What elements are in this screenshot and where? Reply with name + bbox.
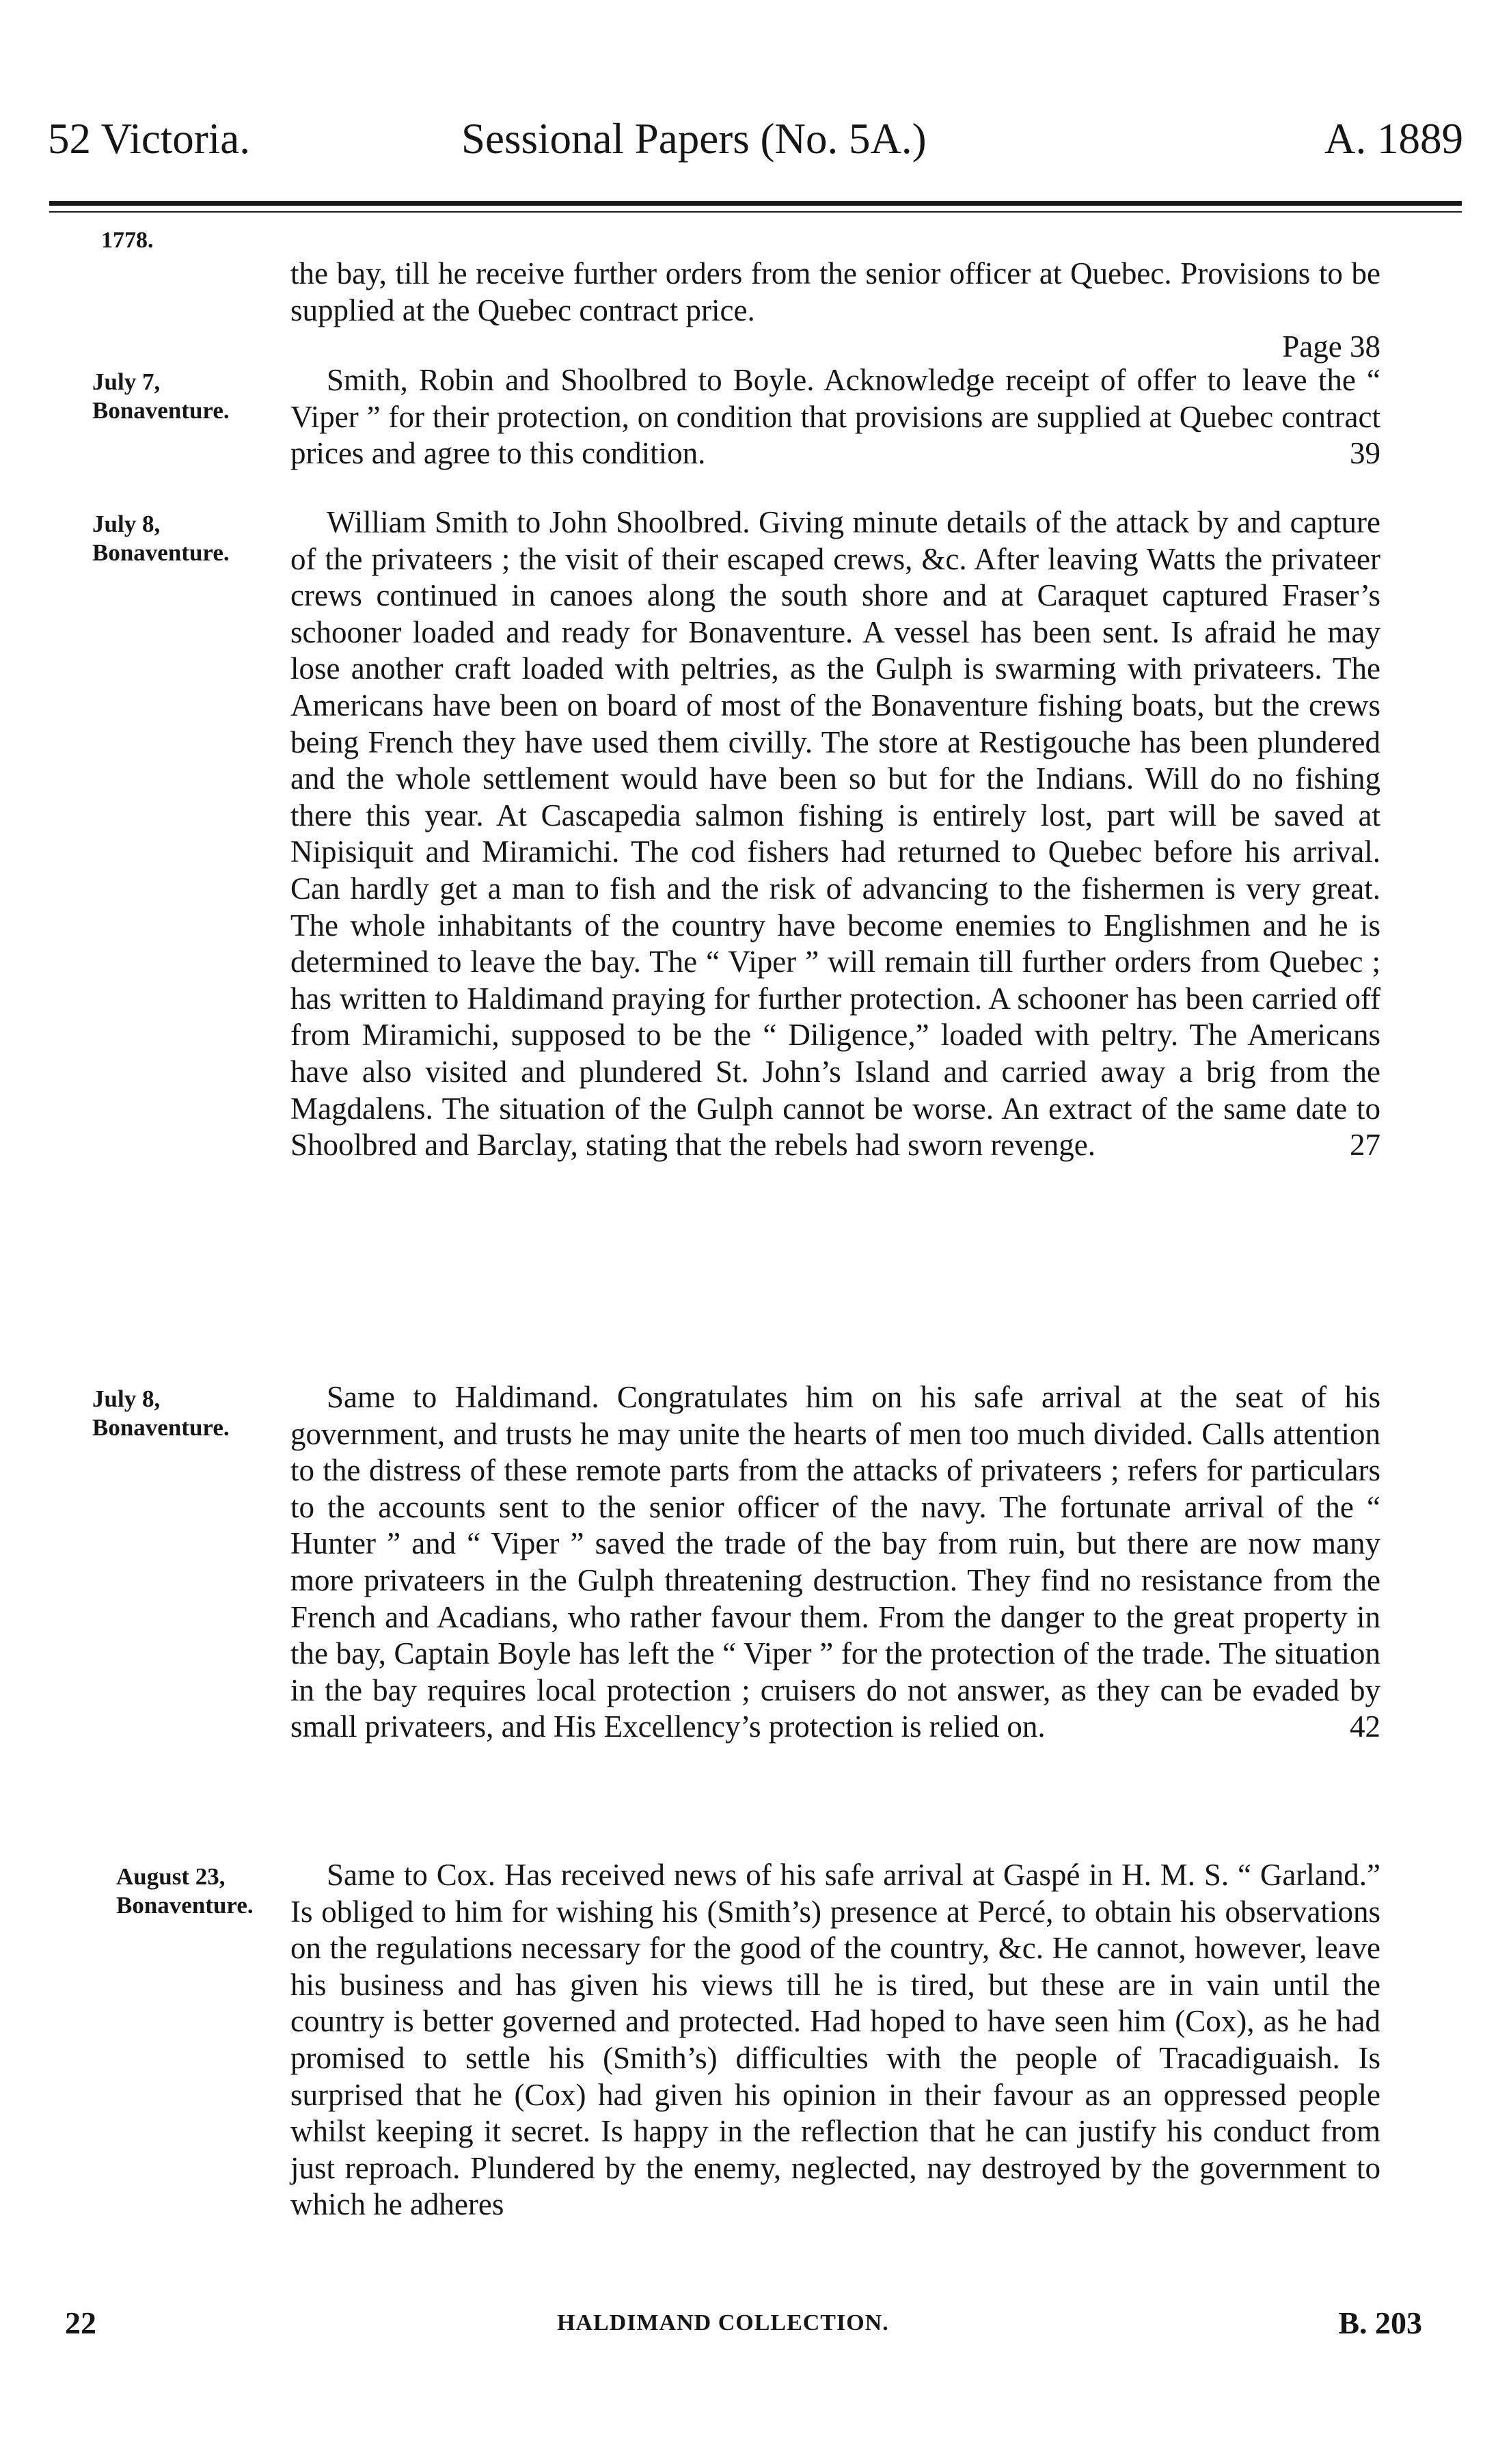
header-year: A. 1889: [1324, 115, 1463, 163]
entry-date: July 7,: [92, 368, 161, 395]
page-footer: [48, 2305, 1463, 2353]
entry-place: Bonaventure.: [92, 539, 230, 566]
entry-text: Smith, Robin and Shoolbred to Boyle. Acknowledge receipt of offer to leave the “ Viper ” for their protection, on condition that provisions are supplied at Quebec contract prices and agree to this condition.: [290, 363, 1380, 471]
entry-ref: 42: [1350, 1709, 1380, 1744]
entry-text: Same to Haldimand. Congratulates him on his safe arrival at the seat of his government, and trusts he may unite the hearts of men too much divided. Calls attention to the distress of these remote parts from the attacks of privateers ; refers for particulars to the accounts sent to the senior officer of the navy. The fortunate arrival of the “ Hunter ” and “ Viper ” saved the trade of the bay from ruin, but there are now many more privateers in the Gulph threatening destruction. They find no resistance from the French and Acadians, who rather favour them. From the danger to the great property in the bay, Captain Boyle has left the “ Viper ” for the protection of the trade. The situation in the bay requires local protection ; cruisers do not answer, as they can be evaded by small privateers, and His Excellency’s protection is relied on.: [290, 1380, 1380, 1744]
entry-date: July 8,: [92, 1385, 161, 1412]
intro-page-ref: Page 38: [1282, 329, 1380, 364]
intro-body: [290, 256, 1380, 366]
entry-text: Same to Cox. Has received news of his safe arrival at Gaspé in H. M. S. “ Garland.” Is obliged to him for wishing his (Smith’s) presence at Percé, to obtain his observations on the regulations necessary for the good of the country, &c. He cannot, however, leave his business and has given his views till he is tired, but these are in vain until the country is better governed and protected. Had hoped to have seen him (Cox), as he had promised to settle his (Smith’s) difficulties with the people of Tracadiguaish. Is surprised that he (Cox) had given his opinion in their favour as an oppressed people whilst keeping it secret. Is happy in the reflection that he can justify his conduct from just reproach. Plundered by the enemy, neglected, nay destroyed by the government to which he adheres: [290, 1858, 1380, 2222]
entry-ref: 39: [1350, 436, 1380, 471]
entry-text: William Smith to John Shoolbred. Giving minute details of the attack by and capture of the privateers ; the visit of their escaped crews, &c. After leaving Watts the privateer crews continued in canoes along the south shore and at Caraquet captured Fraser’s schooner loaded and ready for Bonaventure. A vessel has been sent. Is afraid he may lose another craft loaded with peltries, as the Gulph is swarming with privateers. The Americans have been on board of most of the Bonaventure fishing boats, but the crews being French they have used them civilly. The store at Restigouche has been plundered and the whole settlement would have been so but for the Indians. Will do no fishing there this year. At Cascapedia salmon fishing is entirely lost, part will be saved at Nipisiquit and Miramichi. The cod fishers had returned to Quebec before his arrival. Can hardly get a man to fish and the risk of advancing to the fishermen is very great. The whole inhabitants of the country have become enemies to Englishmen and he is determined to leave the bay. The “ Viper ” will remain till further orders from Quebec ; has written to Haldimand praying for further protection. A schooner has been carried off from Miramichi, supposed to be the “ Diligence,” loaded with peltry. The Americans have also visited and plundered St. John’s Island and carried away a brig from the Magdalens. The situation of the Gulph cannot be worse. An extract of the same date to Shoolbred and Barclay, stating that the rebels had sworn revenge.: [290, 505, 1380, 1163]
page-header: [48, 108, 1463, 170]
entry-body: [290, 504, 1380, 1164]
footer-collection: HALDIMAND COLLECTION.: [557, 2310, 889, 2336]
header-session: 52 Victoria.: [48, 115, 250, 163]
entry-margin-note: [92, 1385, 297, 1442]
header-rule-thin: [49, 211, 1462, 213]
intro-text: the bay, till he receive further orders from the senior officer at Quebec. Provisions to be supplied at the Quebec contract price.: [290, 256, 1380, 327]
entry-date: July 8,: [92, 511, 161, 537]
entry-body: [290, 1857, 1380, 2223]
footer-reference: B. 203: [1338, 2305, 1422, 2340]
entry-body: [290, 362, 1380, 472]
entry-margin-note: [92, 510, 297, 567]
entry-ref: 27: [1350, 1128, 1380, 1163]
footer-page-number: 22: [65, 2305, 96, 2340]
header-rule-thick: [49, 201, 1462, 206]
entry-body: [290, 1379, 1380, 1746]
entry-date: August 23,: [116, 1863, 226, 1890]
header-title: Sessional Papers (No. 5A.): [461, 115, 927, 163]
entry-place: Bonaventure.: [92, 1414, 230, 1441]
entry-margin-note: [92, 368, 297, 425]
entry-place: Bonaventure.: [92, 397, 230, 424]
margin-year: 1778.: [101, 228, 154, 253]
entry-place: Bonaventure.: [116, 1892, 254, 1919]
